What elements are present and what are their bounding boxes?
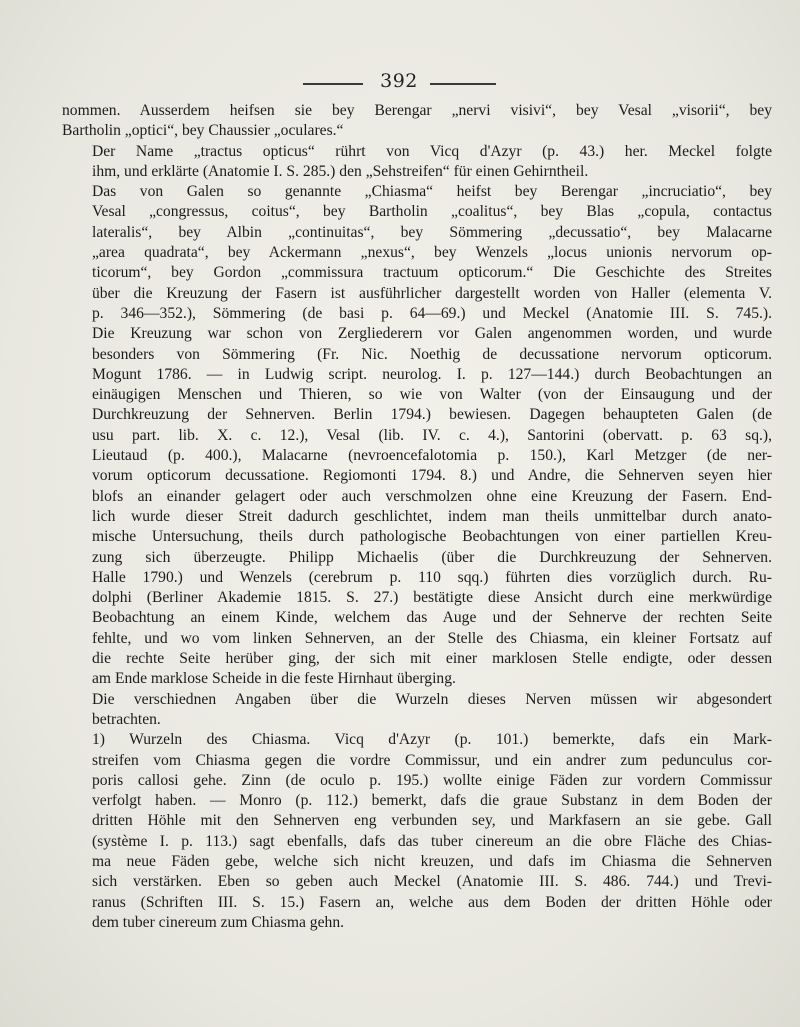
text-line: „area quadrata“, bey Ackermann „nexus“, bey Wenzels „locus unionis nervorum op- <box>92 244 772 262</box>
text-line: Bartholin „optici“, bey Chaussier „oculares.“ <box>62 122 344 140</box>
text-line: ranus (Schriften III. S. 15.) Fasern an, welche aus dem Boden der dritten Höhle oder <box>92 893 772 911</box>
page-body-text <box>62 101 772 933</box>
text-line: lateralis“, bey Albin „continuitas“, bey Sömmering „decussatio“, bey Malacarne <box>92 223 772 241</box>
paragraph <box>62 101 772 142</box>
text-line: Vesal „congressus, coitus“, bey Bartholin „coalitus“, bey Blas „copula, contactus <box>92 203 772 221</box>
text-line: mische Untersuchung, theils durch pathologische Beobachtungen von einer partiellen Kreu- <box>92 528 772 546</box>
text-line: ihm, und erklärte (Anatomie I. S. 285.) den „Sehstreifen“ für einen Gehirntheil. <box>92 162 589 180</box>
text-line: 1) Wurzeln des Chiasma. Vicq d'Azyr (p. 101.) bemerkte, dafs ein Mark- <box>92 731 772 749</box>
text-line: (système I. p. 113.) sagt ebenfalls, dafs das tuber cinereum an die obre Fläche des Chias- <box>92 832 772 850</box>
text-line: am Ende marklose Scheide in die feste Hirnhaut überging. <box>92 670 456 688</box>
text-line: Der Name „tractus opticus“ rührt von Vicq d'Azyr (p. 43.) her. Meckel folgte <box>92 142 772 160</box>
text-line: Beobachtung an einem Kinde, welchem das Auge und der Sehnerve der rechten Seite <box>92 609 772 627</box>
paragraph <box>62 690 772 731</box>
text-line: Mogunt 1786. — in Ludwig script. neurolog. I. p. 127—144.) durch Beobachtungen an <box>92 365 772 383</box>
text-line: Die Kreuzung war schon von Zergliederern vor Galen angenommen worden, und wurde <box>92 325 772 343</box>
text-line: vorum opticorum decussatione. Regiomonti 1794. 8.) und Andre, die Sehnerven seyen hier <box>92 467 772 485</box>
paragraph <box>62 730 772 933</box>
header-rule-left <box>303 83 363 85</box>
text-line: nommen. Ausserdem heifsen sie bey Berengar „nervi visivi“, bey Vesal „visorii“, bey <box>62 102 772 119</box>
text-line: lich wurde dieser Streit dadurch geschlichtet, indem man theils unmittelbar durch anato- <box>92 507 772 525</box>
text-line: streifen vom Chiasma gegen die vordre Commissur, und ein andrer zum pedunculus cor- <box>92 751 772 769</box>
paragraph <box>62 182 772 689</box>
text-line: dolphi (Berliner Akademie 1815. S. 27.) bestätigte diese Ansicht durch eine merkwürdige <box>92 589 772 607</box>
text-line: blofs an einander gelagert oder auch verschmolzen ohne eine Kreuzung der Fasern. End- <box>92 487 772 505</box>
text-line: fehlte, und wo vom linken Sehnerven, an der Stelle des Chiasma, ein kleiner Fortsatz auf <box>92 629 772 647</box>
text-line: besonders von Sömmering (Fr. Nic. Noethig de decussatione nervorum opticorum. <box>92 345 772 363</box>
header-rule-right <box>430 83 496 85</box>
text-line: sich verstärken. Eben so geben auch Meckel (Anatomie III. S. 486. 744.) und Trevi- <box>92 873 772 891</box>
text-line: Halle 1790.) und Wenzels (cerebrum p. 110 sqq.) führten dies vorzüglich durch. Ru- <box>92 568 772 586</box>
text-line: dem tuber cinereum zum Chiasma gehn. <box>92 913 345 931</box>
text-line: Das von Galen so genannte „Chiasma“ heifst bey Berengar „incruciatio“, bey <box>92 183 772 201</box>
text-line: betrachten. <box>92 710 161 728</box>
text-line: einäugigen Menschen und Thieren, so wie von Walter (von der Einsaugung und der <box>92 386 772 404</box>
text-line: Durchkreuzung der Sehnerven. Berlin 1794.) bewiesen. Dagegen behaupteten Galen (de <box>92 406 772 424</box>
text-line: zung sich überzeugte. Philipp Michaelis (über die Durchkreuzung der Sehnerven. <box>92 548 772 566</box>
paragraph <box>62 142 772 183</box>
text-line: Lieutaud (p. 400.), Malacarne (nevroencefalotomia p. 150.), Karl Metzger (de ner- <box>92 447 772 465</box>
text-line: über die Kreuzung der Fasern ist ausführlicher dargestellt worden von Haller (elementa V. <box>92 284 772 302</box>
text-line: verfolgt haben. — Monro (p. 112.) bemerkt, dafs die graue Substanz in dem Boden der <box>92 792 772 810</box>
text-line: usu part. lib. X. c. 12.), Vesal (lib. IV. c. 4.), Santorini (obervatt. p. 63 sq.), <box>92 426 772 444</box>
text-line: Die verschiednen Angaben über die Wurzeln dieses Nerven müssen wir abgesondert <box>92 690 772 708</box>
page-number: 392 <box>380 70 418 92</box>
text-line: p. 346—352.), Sömmering (de basi p. 64—69.) und Meckel (Anatomie III. S. 745.). <box>92 304 772 322</box>
text-line: poris callosi gehe. Zinn (de oculo p. 195.) wollte einige Fäden zur vordern Commissur <box>92 771 772 789</box>
text-line: ma neue Fäden gebe, welche sich nicht kreuzen, und dafs im Chiasma die Sehnerven <box>92 852 772 870</box>
text-line: die rechte Seite herüber ging, der sich mit einer marklosen Stelle endigte, oder dessen <box>92 650 772 668</box>
page-header <box>0 70 800 96</box>
text-line: ticorum“, bey Gordon „commissura tractuum opticorum.“ Die Geschichte des Streites <box>92 264 772 282</box>
text-line: dritten Höhle mit den Sehnerven eng verbunden sey, und Markfasern an sie gebe. Gall <box>92 812 772 830</box>
